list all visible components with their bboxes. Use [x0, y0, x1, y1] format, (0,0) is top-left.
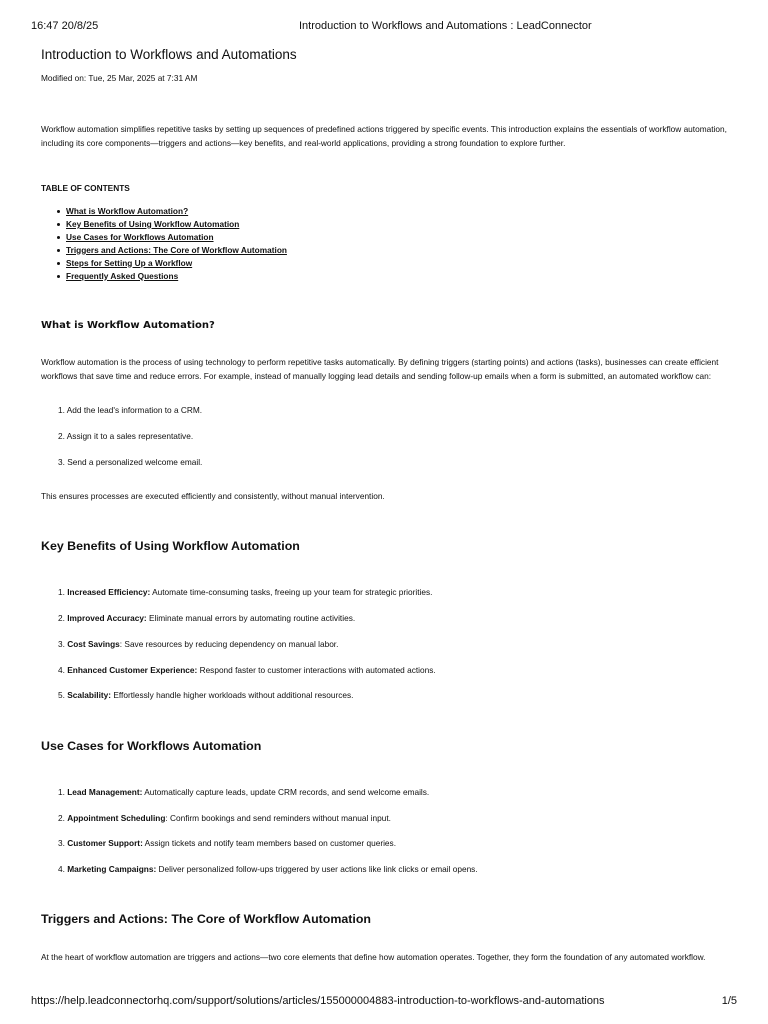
print-page-title: Introduction to Workflows and Automations : LeadConnector — [299, 20, 592, 32]
page-number: 1/5 — [721, 995, 737, 1007]
item-text: Automatically capture leads, update CRM records, and send welcome emails. — [142, 787, 430, 797]
benefit-item — [58, 639, 338, 650]
benefit-item — [58, 587, 432, 598]
item-number: 4. — [58, 665, 68, 675]
heading-what-is: What is Workflow Automation? — [41, 320, 215, 331]
what-is-paragraph: Workflow automation is the process of using technology to perform repetitive tasks automatically. By defining triggers (starting points) and actions (tasks), businesses can create efficient workflows that save time and reduce errors. For example, instead of manually logging lead details and sending follow-up emails when a form is submitted, an automated workflow can: — [41, 357, 719, 381]
item-text: : Save resources by reducing dependency on manual labor. — [119, 639, 339, 649]
item-number: 3. — [58, 838, 68, 848]
toc-item — [41, 244, 287, 257]
toc-link-faq[interactable]: Frequently Asked Questions — [66, 270, 179, 281]
item-text: Eliminate manual errors by automating routine activities. — [146, 613, 356, 623]
item-label: Marketing Campaigns: — [67, 864, 157, 874]
toc-item — [41, 231, 287, 244]
benefit-item — [58, 690, 353, 701]
item-label: Customer Support: — [67, 838, 143, 848]
item-label: Scalability: — [67, 690, 112, 700]
item-number: 1. — [58, 587, 68, 597]
toc-link-what-is[interactable]: What is Workflow Automation? — [66, 206, 189, 216]
item-text: Automate time-consuming tasks, freeing up your team for strategic priorities. — [150, 587, 433, 597]
toc-link-setup-steps[interactable]: Steps for Setting Up a Workflow — [66, 257, 193, 268]
toc-item — [41, 218, 287, 231]
item-label: Enhanced Customer Experience: — [67, 665, 198, 675]
item-label: Cost Savings — [67, 639, 120, 649]
item-number: 2. — [58, 813, 68, 823]
item-text: Effortlessly handle higher workloads without additional resources. — [111, 690, 354, 700]
what-is-step: 2. Assign it to a sales representative. — [58, 431, 194, 441]
toc-item — [41, 205, 287, 218]
table-of-contents — [41, 205, 287, 282]
use-case-item — [58, 838, 396, 849]
use-case-item — [58, 787, 429, 798]
toc-link-use-cases[interactable]: Use Cases for Workflows Automation — [66, 231, 214, 242]
intro-paragraph: Workflow automation simplifies repetitive tasks by setting up sequences of predefined actions triggered by specific events. This introduction explains the essentials of workflow automation, including its core components—triggers and actions—key benefits, and real-world applications, providing a strong foundation to explore further. — [41, 124, 727, 148]
use-case-item — [58, 864, 478, 875]
heading-use-cases: Use Cases for Workflows Automation — [41, 739, 262, 753]
what-is-closing: This ensures processes are executed efficiently and consistently, without manual intervention. — [41, 491, 385, 501]
print-footer — [31, 994, 737, 1008]
item-text: : Confirm bookings and send reminders without manual input. — [165, 813, 391, 823]
heading-triggers-actions: Triggers and Actions: The Core of Workflow Automation — [41, 912, 371, 926]
item-text: Assign tickets and notify team members based on customer queries. — [142, 838, 397, 848]
benefit-item — [58, 665, 436, 676]
toc-heading: TABLE OF CONTENTS — [41, 183, 130, 193]
toc-item — [41, 257, 287, 270]
triggers-paragraph: At the heart of workflow automation are triggers and actions—two core elements that define how automation operates. Together, they form the foundation of any automated workflow. — [41, 952, 706, 962]
what-is-step: 3. Send a personalized welcome email. — [58, 457, 203, 467]
item-label: Improved Accuracy: — [67, 613, 147, 623]
item-number: 1. — [58, 787, 68, 797]
item-number: 2. — [58, 613, 68, 623]
print-timestamp: 16:47 20/8/25 — [31, 20, 99, 32]
article-title: Introduction to Workflows and Automations — [41, 47, 297, 62]
print-header — [31, 19, 737, 33]
item-label: Increased Efficiency: — [67, 587, 151, 597]
toc-link-benefits[interactable]: Key Benefits of Using Workflow Automation — [66, 218, 240, 229]
item-text: Respond faster to customer interactions with automated actions. — [197, 665, 436, 675]
benefit-item — [58, 613, 355, 624]
item-number: 4. — [58, 864, 68, 874]
toc-item — [41, 270, 287, 283]
item-number: 5. — [58, 690, 68, 700]
toc-link-triggers-actions[interactable]: Triggers and Actions: The Core of Workflow Automation — [66, 244, 287, 255]
print-url: https://help.leadconnectorhq.com/support/solutions/articles/155000004883-introduction-to-workflows-and-automations — [31, 995, 605, 1007]
what-is-step: 1. Add the lead's information to a CRM. — [58, 405, 203, 415]
heading-benefits: Key Benefits of Using Workflow Automation — [41, 539, 300, 553]
item-label: Appointment Scheduling — [67, 813, 166, 823]
modified-date: Modified on: Tue, 25 Mar, 2025 at 7:31 AM — [41, 73, 198, 83]
item-number: 3. — [58, 639, 68, 649]
item-text: Deliver personalized follow-ups triggered by user actions like link clicks or email opens. — [156, 864, 478, 874]
item-label: Lead Management: — [67, 787, 143, 797]
use-case-item — [58, 813, 391, 824]
